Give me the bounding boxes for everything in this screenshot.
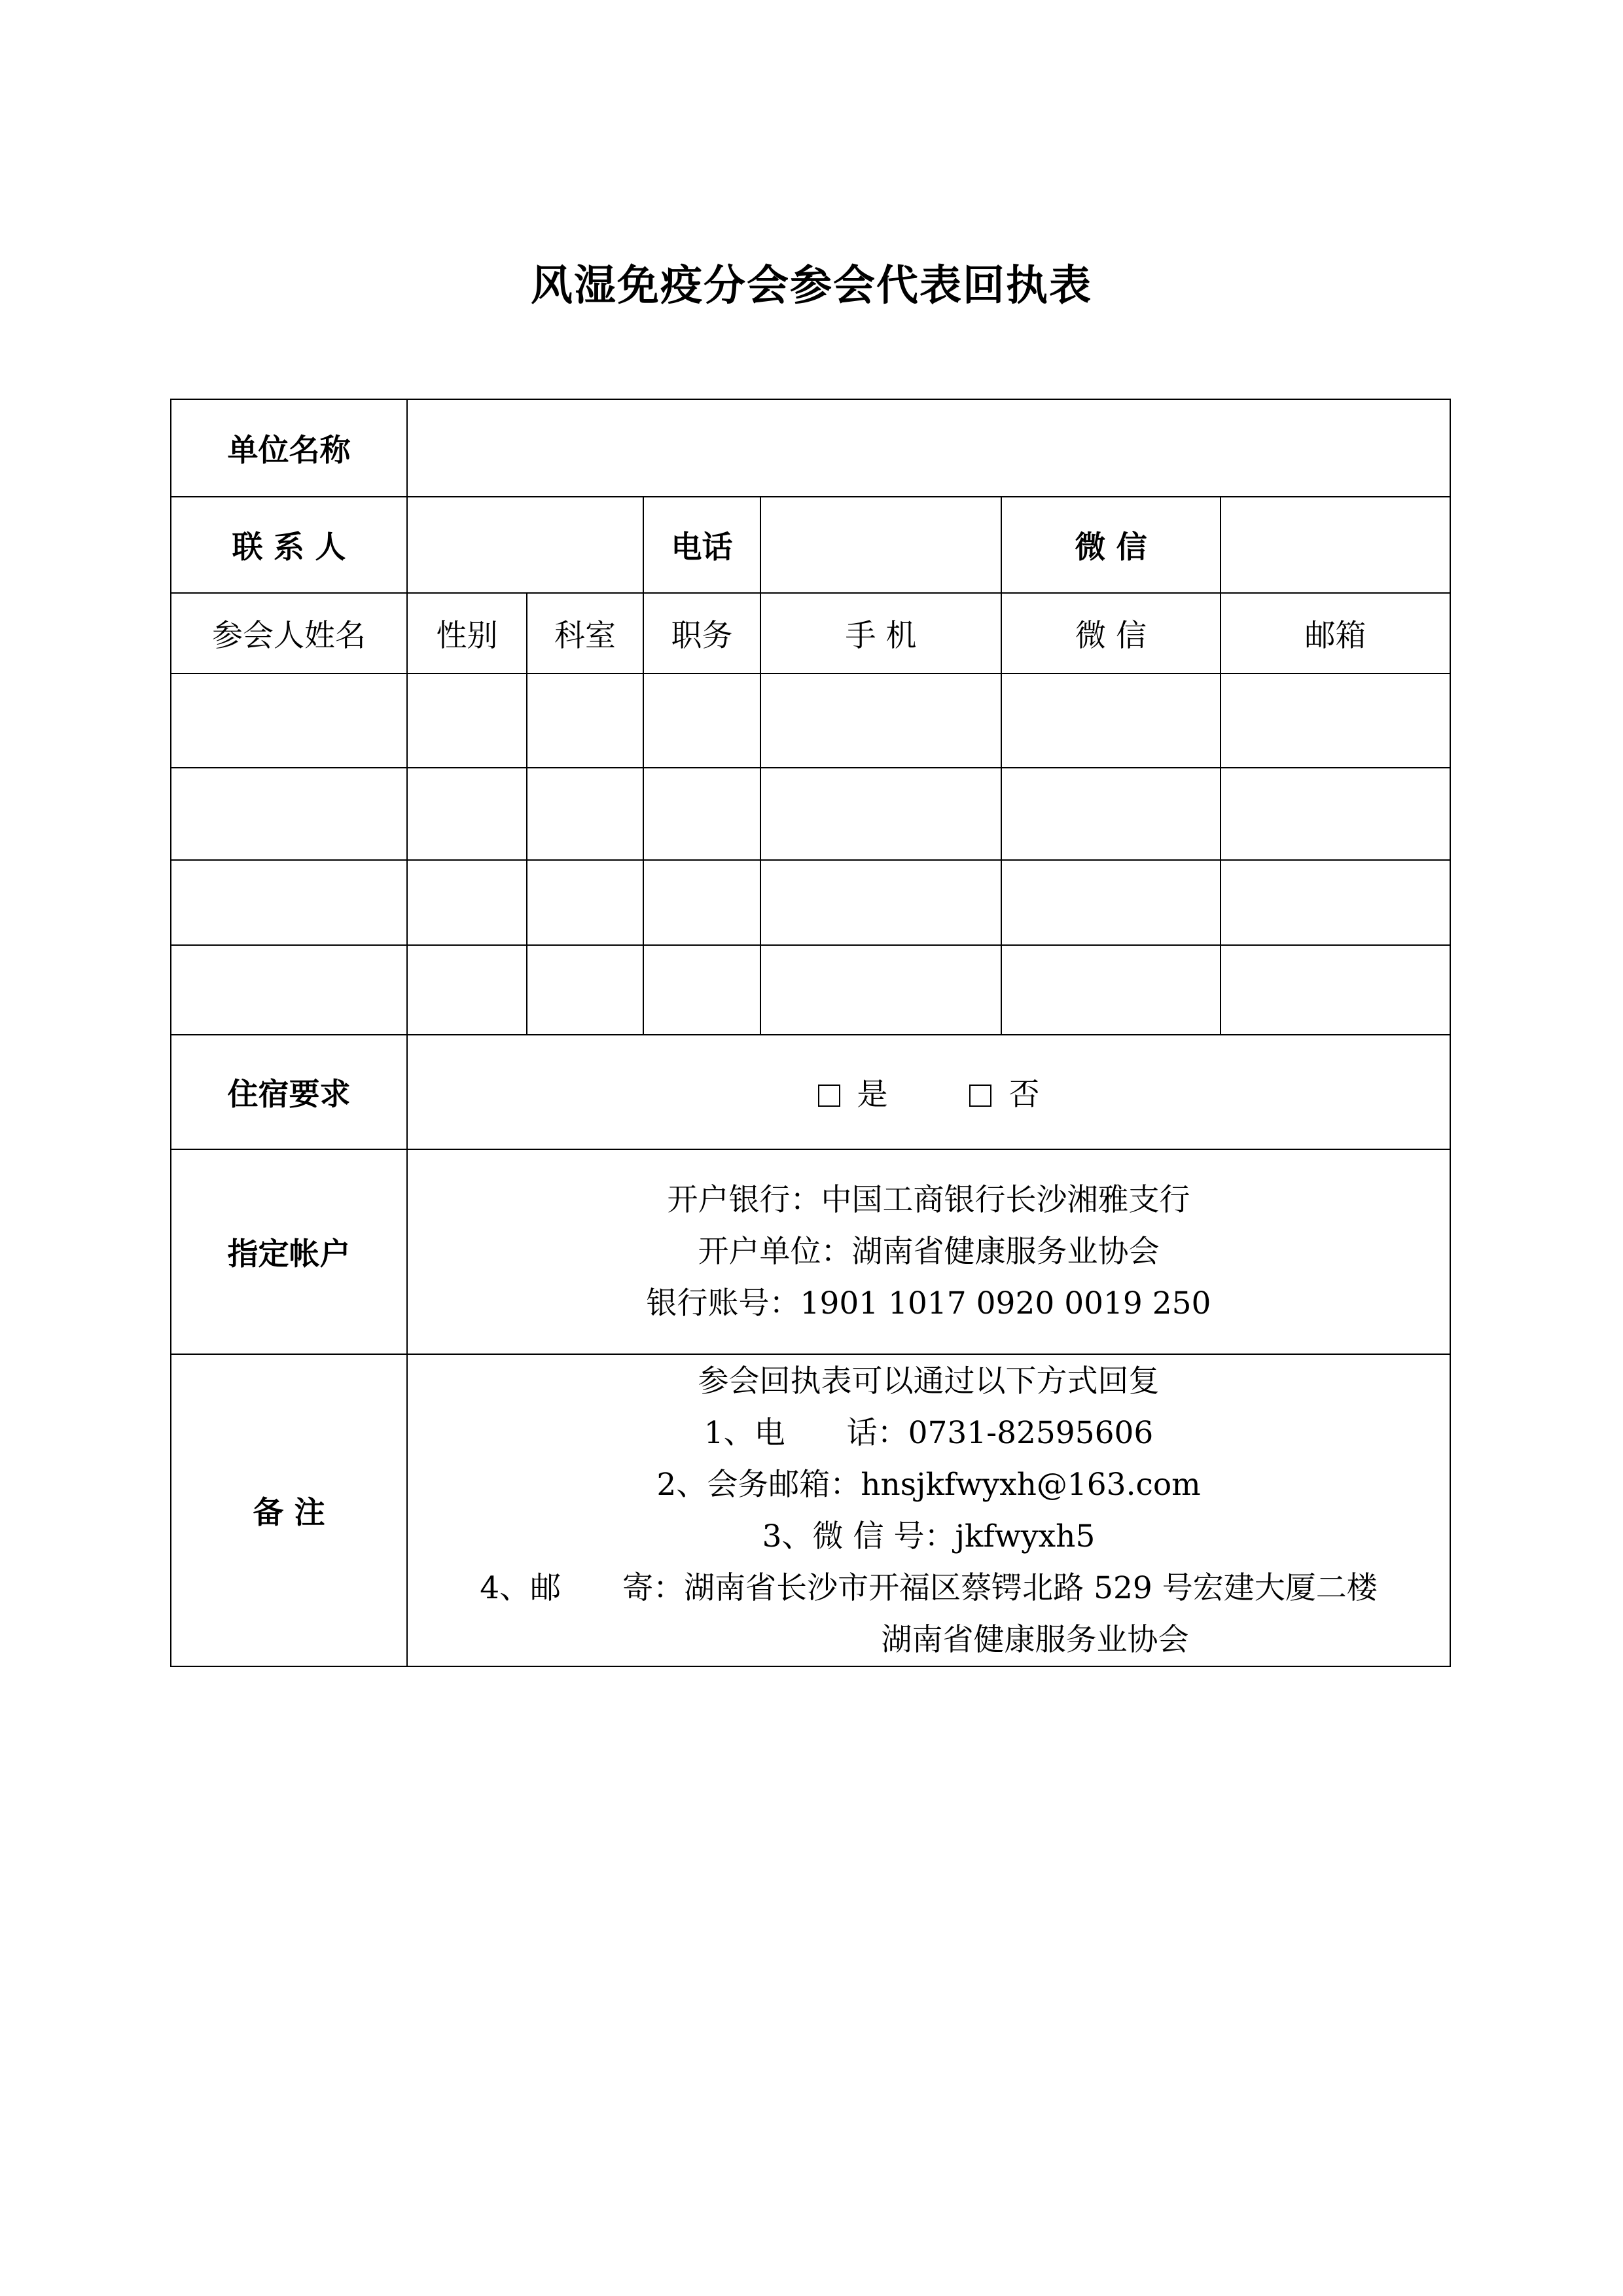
column-header-gender: 性别 — [407, 593, 527, 673]
attendee-name-cell[interactable] — [171, 860, 407, 945]
attendee-header-row — [171, 593, 1450, 673]
remarks-info — [407, 1354, 1450, 1666]
attendee-row — [171, 673, 1450, 768]
yes-label: 是 — [857, 1077, 888, 1113]
accommodation-yes-option[interactable] — [818, 1070, 888, 1114]
account-bank-line: 开户银行：中国工商银行长沙湘雅支行 — [667, 1182, 1190, 1218]
yes-checkbox[interactable] — [818, 1085, 840, 1107]
registration-form — [170, 399, 1451, 1667]
attendee-row — [171, 768, 1450, 860]
remarks-label: 备 注 — [171, 1354, 407, 1666]
attendee-department-cell[interactable] — [527, 673, 643, 768]
attendee-gender-cell[interactable] — [407, 768, 527, 860]
attendee-gender-cell[interactable] — [407, 945, 527, 1035]
account-info — [407, 1149, 1450, 1354]
attendee-wechat-cell[interactable] — [1001, 860, 1221, 945]
attendee-position-cell[interactable] — [643, 945, 760, 1035]
account-number-line: 银行账号：1901 1017 0920 0019 250 — [646, 1285, 1211, 1321]
contact-row — [171, 497, 1450, 593]
page-title: 风湿免疫分会参会代表回执表 — [531, 262, 1092, 310]
column-header-email: 邮箱 — [1221, 593, 1450, 673]
remarks-mail-line-2 — [408, 1614, 1450, 1666]
attendee-wechat-cell[interactable] — [1001, 945, 1221, 1035]
unit-name-label: 单位名称 — [171, 399, 407, 497]
column-header-wechat: 微 信 — [1001, 593, 1221, 673]
remarks-mail-recipient: 湖南省健康服务业协会 — [881, 1621, 1189, 1658]
contact-field[interactable] — [407, 497, 643, 593]
attendee-department-cell[interactable] — [527, 860, 643, 945]
attendee-position-cell[interactable] — [643, 768, 760, 860]
remarks-row — [171, 1354, 1450, 1666]
attendee-email-cell[interactable] — [1221, 860, 1450, 945]
remarks-mail-line: 4、邮 寄：湖南省长沙市开福区蔡锷北路 529 号宏建大厦二楼 — [480, 1570, 1378, 1606]
no-checkbox[interactable] — [969, 1085, 991, 1107]
accommodation-row — [171, 1035, 1450, 1149]
attendee-email-cell[interactable] — [1221, 945, 1450, 1035]
attendee-gender-cell[interactable] — [407, 673, 527, 768]
account-row — [171, 1149, 1450, 1354]
attendee-row — [171, 945, 1450, 1035]
attendee-mobile-cell[interactable] — [760, 768, 1001, 860]
attendee-gender-cell[interactable] — [407, 860, 527, 945]
accommodation-no-option[interactable] — [969, 1070, 1039, 1114]
remarks-wechat-line: 3、微 信 号：jkfwyxh5 — [762, 1518, 1096, 1554]
attendee-position-cell[interactable] — [643, 673, 760, 768]
attendee-department-cell[interactable] — [527, 768, 643, 860]
account-label: 指定帐户 — [171, 1149, 407, 1354]
attendee-name-cell[interactable] — [171, 945, 407, 1035]
attendee-wechat-cell[interactable] — [1001, 673, 1221, 768]
attendee-name-cell[interactable] — [171, 673, 407, 768]
phone-label: 电话 — [643, 497, 760, 593]
attendee-mobile-cell[interactable] — [760, 673, 1001, 768]
column-header-position: 职务 — [643, 593, 760, 673]
phone-field[interactable] — [760, 497, 1001, 593]
attendee-mobile-cell[interactable] — [760, 860, 1001, 945]
attendee-email-cell[interactable] — [1221, 673, 1450, 768]
column-header-name: 参会人姓名 — [171, 593, 407, 673]
column-header-mobile: 手 机 — [760, 593, 1001, 673]
remarks-phone-line: 1、电 话：0731-82595606 — [704, 1414, 1154, 1451]
remarks-intro-line: 参会回执表可以通过以下方式回复 — [698, 1363, 1160, 1399]
attendee-position-cell[interactable] — [643, 860, 760, 945]
attendee-department-cell[interactable] — [527, 945, 643, 1035]
no-label: 否 — [1008, 1077, 1040, 1113]
unit-name-field[interactable] — [407, 399, 1450, 497]
attendee-name-cell[interactable] — [171, 768, 407, 860]
remarks-email-line: 2、会务邮箱：hnsjkfwyxh@163.com — [656, 1466, 1201, 1503]
unit-name-row — [171, 399, 1450, 497]
wechat-label: 微 信 — [1001, 497, 1221, 593]
accommodation-label: 住宿要求 — [171, 1035, 407, 1149]
contact-label: 联 系 人 — [171, 497, 407, 593]
attendee-wechat-cell[interactable] — [1001, 768, 1221, 860]
accommodation-options — [407, 1035, 1450, 1149]
attendee-row — [171, 860, 1450, 945]
attendee-mobile-cell[interactable] — [760, 945, 1001, 1035]
wechat-field[interactable] — [1221, 497, 1450, 593]
account-unit-line: 开户单位：湖南省健康服务业协会 — [698, 1234, 1160, 1270]
attendee-email-cell[interactable] — [1221, 768, 1450, 860]
column-header-department: 科室 — [527, 593, 643, 673]
